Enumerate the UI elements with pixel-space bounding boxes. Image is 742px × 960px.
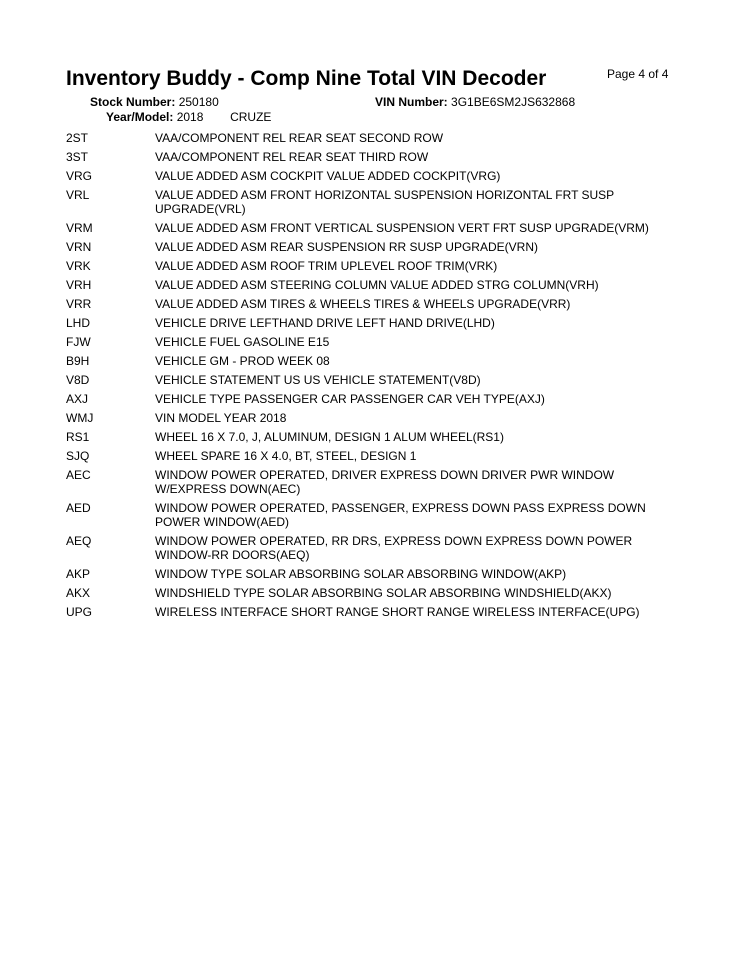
vin-number (375, 95, 575, 109)
list-item (66, 169, 676, 183)
list-item (66, 188, 676, 216)
option-description: WIRELESS INTERFACE SHORT RANGE SHORT RANGE WIRELESS INTERFACE(UPG) (155, 605, 640, 619)
option-description: VEHICLE GM - PROD WEEK 08 (155, 354, 330, 368)
option-description: VEHICLE STATEMENT US US VEHICLE STATEMENT(V8D) (155, 373, 481, 387)
option-code-list (66, 131, 676, 624)
option-code: B9H (66, 354, 90, 368)
option-code: VRK (66, 259, 91, 273)
option-description: VALUE ADDED ASM FRONT VERTICAL SUSPENSION VERT FRT SUSP UPGRADE(VRM) (155, 221, 649, 235)
year-model (106, 110, 271, 124)
option-code: AKX (66, 586, 91, 600)
list-item (66, 605, 676, 619)
option-description: VEHICLE FUEL GASOLINE E15 (155, 335, 330, 349)
page-number: Page 4 of 4 (607, 67, 669, 81)
option-code: AED (66, 501, 91, 515)
list-item (66, 430, 676, 444)
year-model-label: Year/Model: (106, 110, 174, 124)
option-code: VRR (66, 297, 92, 311)
option-code: UPG (66, 605, 93, 619)
list-item (66, 221, 676, 235)
vin-number-label: VIN Number: (375, 95, 448, 109)
list-item (66, 411, 676, 425)
option-code: VRL (66, 188, 90, 202)
option-description: VALUE ADDED ASM ROOF TRIM UPLEVEL ROOF TRIM(VRK) (155, 259, 498, 273)
list-item (66, 150, 676, 164)
list-item (66, 373, 676, 387)
stock-number (90, 95, 219, 109)
option-code: 2ST (66, 131, 89, 145)
page-title: Inventory Buddy - Comp Nine Total VIN Decoder (66, 67, 547, 90)
option-code: AKP (66, 567, 91, 581)
option-code: VRG (66, 169, 93, 183)
option-code: FJW (66, 335, 91, 349)
option-description: WHEEL 16 X 7.0, J, ALUMINUM, DESIGN 1 ALUM WHEEL(RS1) (155, 430, 504, 444)
list-item (66, 131, 676, 145)
model-value: CRUZE (230, 110, 272, 124)
option-description: VAA/COMPONENT REL REAR SEAT SECOND ROW (155, 131, 444, 145)
option-code: WMJ (66, 411, 94, 425)
list-item (66, 335, 676, 349)
list-item (66, 240, 676, 254)
option-code: AXJ (66, 392, 89, 406)
option-description: VALUE ADDED ASM FRONT HORIZONTAL SUSPENSION HORIZONTAL FRT SUSP UPGRADE(VRL) (155, 188, 614, 216)
stock-number-label: Stock Number: (90, 95, 176, 109)
option-code: RS1 (66, 430, 90, 444)
option-code: V8D (66, 373, 90, 387)
list-item (66, 449, 676, 463)
list-item (66, 316, 676, 330)
list-item (66, 586, 676, 600)
option-description: WINDOW POWER OPERATED, PASSENGER, EXPRESS DOWN PASS EXPRESS DOWN POWER WINDOW(AED) (155, 501, 646, 529)
option-description: VEHICLE DRIVE LEFTHAND DRIVE LEFT HAND DRIVE(LHD) (155, 316, 495, 330)
option-description: WINDOW POWER OPERATED, DRIVER EXPRESS DOWN DRIVER PWR WINDOW W/EXPRESS DOWN(AEC) (155, 468, 615, 496)
option-code: VRH (66, 278, 92, 292)
option-description: VEHICLE TYPE PASSENGER CAR PASSENGER CAR VEH TYPE(AXJ) (155, 392, 545, 406)
option-code: AEQ (66, 534, 92, 548)
option-code: 3ST (66, 150, 89, 164)
option-code: AEC (66, 468, 91, 482)
option-description: VALUE ADDED ASM COCKPIT VALUE ADDED COCKPIT(VRG) (155, 169, 501, 183)
list-item (66, 278, 676, 292)
option-description: WINDOW TYPE SOLAR ABSORBING SOLAR ABSORBING WINDOW(AKP) (155, 567, 567, 581)
list-item (66, 534, 676, 562)
list-item (66, 392, 676, 406)
option-description: VIN MODEL YEAR 2018 (155, 411, 287, 425)
option-description: VALUE ADDED ASM REAR SUSPENSION RR SUSP UPGRADE(VRN) (155, 240, 538, 254)
option-code: LHD (66, 316, 91, 330)
list-item (66, 468, 676, 496)
option-description: WINDOW POWER OPERATED, RR DRS, EXPRESS DOWN EXPRESS DOWN POWER WINDOW-RR DOORS(AEQ) (155, 534, 633, 562)
option-description: VALUE ADDED ASM STEERING COLUMN VALUE ADDED STRG COLUMN(VRH) (155, 278, 599, 292)
list-item (66, 354, 676, 368)
list-item (66, 501, 676, 529)
list-item (66, 297, 676, 311)
option-description: WHEEL SPARE 16 X 4.0, BT, STEEL, DESIGN 1 (155, 449, 417, 463)
option-code: SJQ (66, 449, 90, 463)
year-value: 2018 (176, 110, 204, 124)
stock-number-value: 250180 (178, 95, 219, 109)
option-description: WINDSHIELD TYPE SOLAR ABSORBING SOLAR ABSORBING WINDSHIELD(AKX) (155, 586, 612, 600)
option-description: VAA/COMPONENT REL REAR SEAT THIRD ROW (155, 150, 429, 164)
option-code: VRM (66, 221, 93, 235)
option-code: VRN (66, 240, 92, 254)
list-item (66, 567, 676, 581)
option-description: VALUE ADDED ASM TIRES & WHEELS TIRES & WHEELS UPGRADE(VRR) (155, 297, 571, 311)
list-item (66, 259, 676, 273)
vin-number-value: 3G1BE6SM2JS632868 (451, 95, 576, 109)
